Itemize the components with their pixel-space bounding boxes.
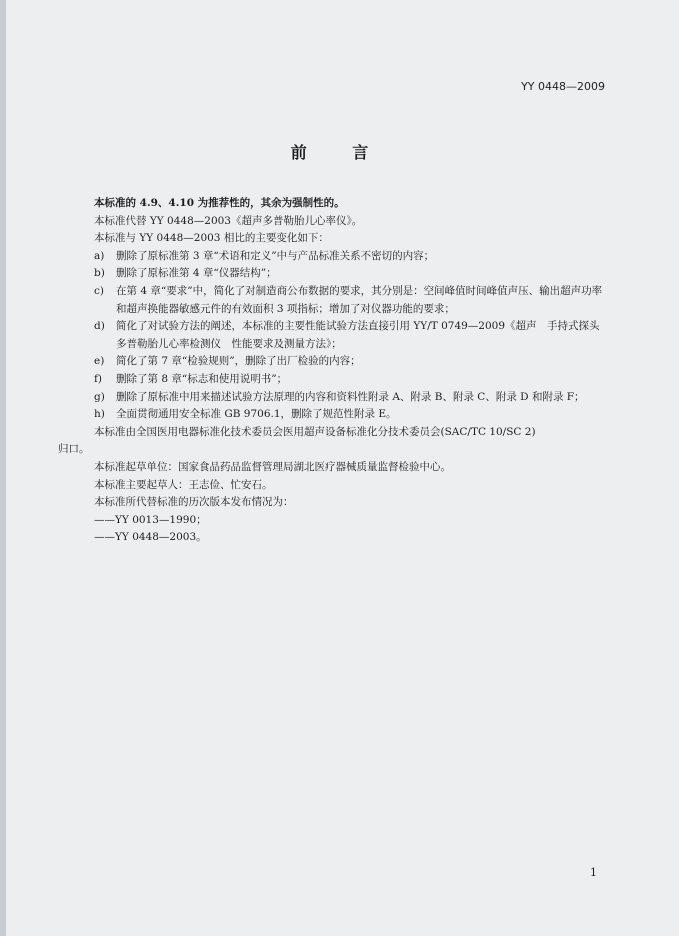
list-item — [94, 283, 606, 318]
list-item — [94, 248, 606, 266]
standard-code: YY 0448—2009 — [521, 80, 605, 93]
list-item — [94, 371, 606, 389]
item-label: a) — [94, 249, 105, 262]
item-text: 简化了第 7 章“检验规则”，删除了出厂检验的内容； — [116, 355, 361, 368]
foreword-body — [58, 195, 606, 547]
intro-line-3: 本标准与 YY 0448—2003 相比的主要变化如下： — [94, 232, 329, 245]
item-text: 全面贯彻通用安全标准 GB 9706.1，删除了规范性附录 E。 — [116, 408, 397, 421]
item-text: 删除了原标准中用来描述试验方法原理的内容和资料性附录 A、附录 B、附录 C、附录 D 和附录 F； — [116, 390, 585, 403]
drafters: 本标准主要起草人：王志俭、忙安石。 — [94, 478, 273, 491]
intro-line-1: 本标准的 4.9、4.10 为推荐性的，其余为强制性的。 — [94, 197, 345, 209]
item-text: 简化了对试验方法的阐述，本标准的主要性能试验方法直接引用 YY/T 0749—2009《超声 手持式探头多普勒胎儿心率检测仪 性能要求及测量方法》； — [116, 320, 600, 350]
item-text: 删除了原标准第 4 章“仪器结构”； — [116, 267, 277, 280]
drafting-unit: 本标准起草单位：国家食品药品监督管理局湖北医疗器械质量监督检验中心。 — [94, 460, 451, 473]
list-item — [94, 353, 606, 371]
proposer-line: 本标准由全国医用电器标准化技术委员会医用超声设备标准化分技术委员会(SAC/TC 10/SC 2) — [94, 425, 536, 438]
intro-line-2: 本标准代替 YY 0448—2003《超声多普勒胎儿心率仪》。 — [94, 214, 363, 227]
history-item: ——YY 0448—2003。 — [94, 531, 207, 544]
list-item — [94, 389, 606, 407]
history-intro: 本标准所代替标准的历次版本发布情况为： — [94, 496, 294, 509]
item-label: c) — [94, 284, 104, 297]
item-label: f) — [94, 372, 102, 385]
page-number: 1 — [590, 866, 597, 879]
item-text: 删除了原标准第 3 章“术语和定义”中与产品标准关系不密切的内容； — [116, 249, 435, 262]
item-label: h) — [94, 408, 105, 421]
page-title: 前 言 — [290, 143, 389, 162]
list-item — [94, 318, 606, 353]
history-item: ——YY 0013—1990； — [94, 513, 207, 526]
item-label: b) — [94, 267, 105, 280]
changes-list — [94, 248, 606, 424]
item-text: 删除了第 8 章“标志和使用说明书”； — [116, 372, 288, 385]
item-label: g) — [94, 390, 105, 403]
list-item — [94, 265, 606, 283]
item-text: 在第 4 章“要求”中，简化了对制造商公布数据的要求，其分别是：空间峰值时间峰值声压、输出超声功率和超声换能器敏感元件的有效面积 3 项指标；增加了对仪器功能的要求； — [116, 284, 603, 315]
item-label: e) — [94, 355, 105, 368]
list-item — [94, 406, 606, 424]
proposer-continuation: 归口。 — [58, 443, 90, 456]
item-label: d) — [94, 320, 105, 333]
